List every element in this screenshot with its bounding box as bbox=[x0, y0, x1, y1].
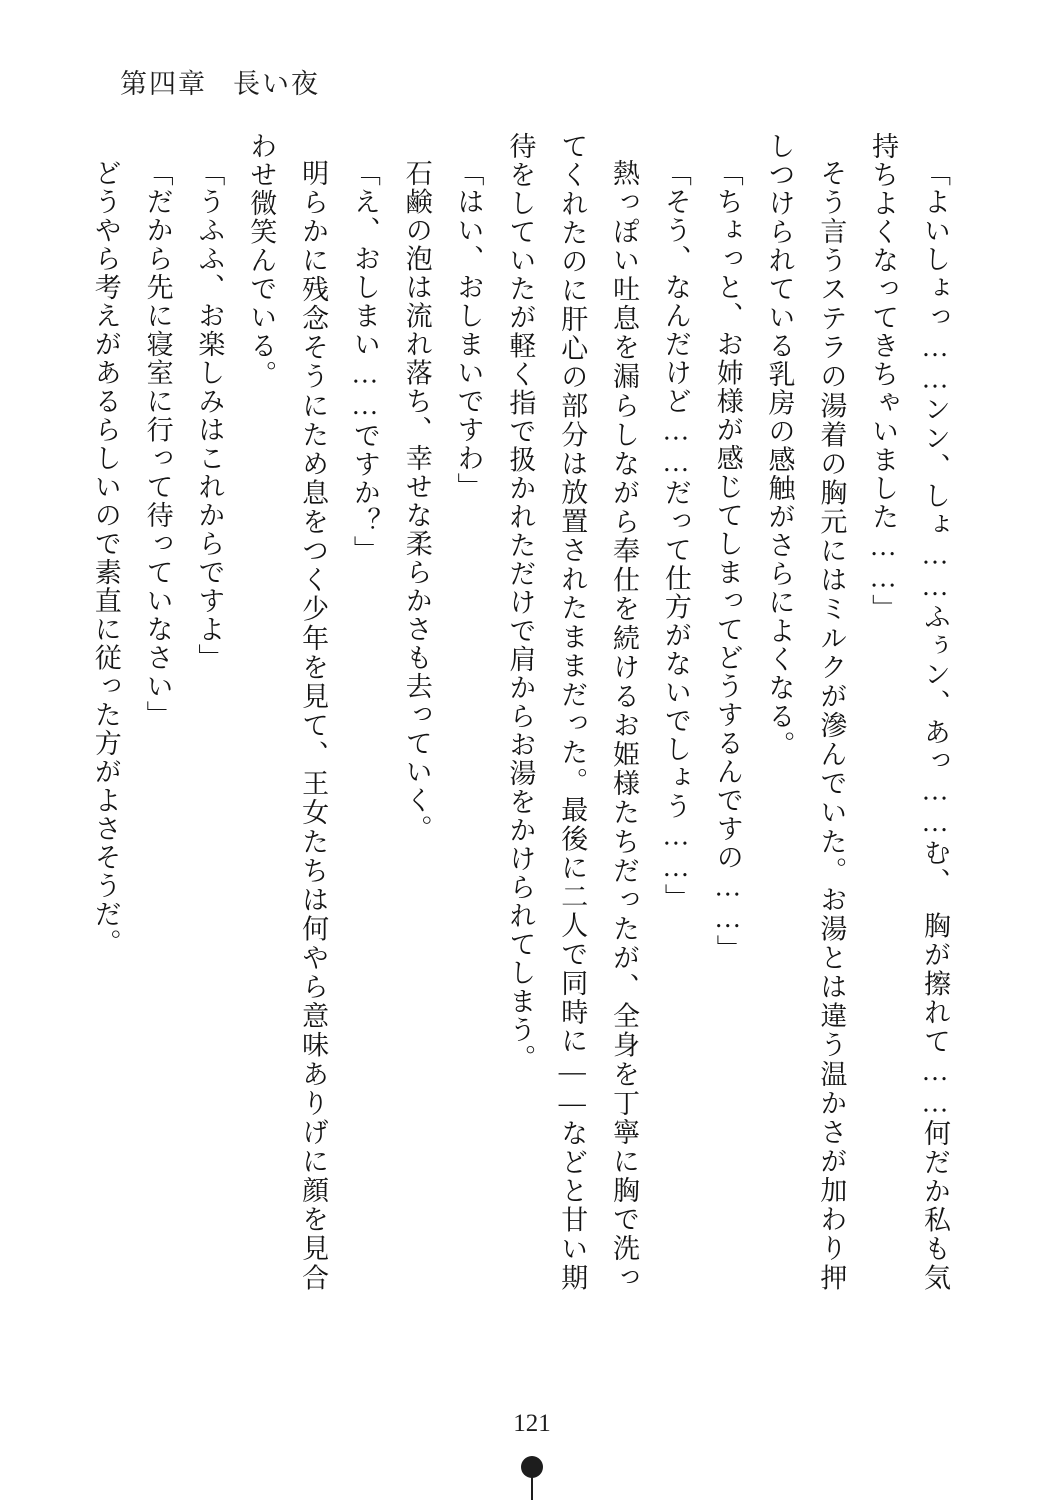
spine-dot bbox=[521, 1456, 543, 1478]
decorative-spine-mark bbox=[521, 1456, 543, 1500]
spine-stem bbox=[531, 1476, 533, 1500]
paragraph: 「うふふ、お楽しみはこれからですよ」 bbox=[194, 159, 225, 672]
paragraph: 熱っぽい吐息を漏らしながら奉仕を続けるお姫様たちだったが、全身を丁寧に胸で洗ってくれたのに肝心の部分は放置されたままだった。最後に二人で同時に――などと甘い期待をしていたが軽く指で扱かれただけで肩からお湯をかけられてしまう。 bbox=[505, 132, 640, 1293]
chapter-title: 長い夜 bbox=[233, 69, 320, 99]
paragraph: そう言うステラの湯着の胸元にはミルクが滲んでいた。お湯とは違う温かさが加わり押しつけられている乳房の感触がさらによくなる。 bbox=[764, 132, 847, 1292]
paragraph: 石鹸の泡は流れ落ち、幸せな柔らかさも去っていく。 bbox=[401, 159, 432, 843]
paragraph: 明らかに残念そうにため息をつく少年を見て、王女たちは何やら意味ありげに顔を見合わせ微笑んでいる。 bbox=[246, 132, 329, 1292]
chapter-number: 第四章 bbox=[120, 69, 207, 99]
paragraph: 「だから先に寝室に行って待っていなさい」 bbox=[142, 159, 173, 729]
paragraph: 「そう、なんだけど……だって仕方がないでしょう……」 bbox=[660, 159, 691, 912]
page-body-text bbox=[90, 132, 960, 1293]
paragraph: 「ちょっと、お姉様が感じてしまってどうするんですの……」 bbox=[712, 159, 743, 963]
paragraph: どうやら考えがあるらしいので素直に従った方がよさそうだ。 bbox=[90, 159, 121, 957]
chapter-header bbox=[120, 62, 320, 101]
paragraph: 「はい、おしまいですわ」 bbox=[453, 159, 484, 501]
page-number: 121 bbox=[513, 1410, 551, 1437]
paragraph: 「え、おしまい……ですか？」 bbox=[349, 159, 380, 564]
paragraph: 「よいしょっ……ンン、しょ……ふぅン、あっ……む、 胸が擦れて……何だか私も気持ちよくなってきちゃいました……」 bbox=[868, 132, 950, 1292]
